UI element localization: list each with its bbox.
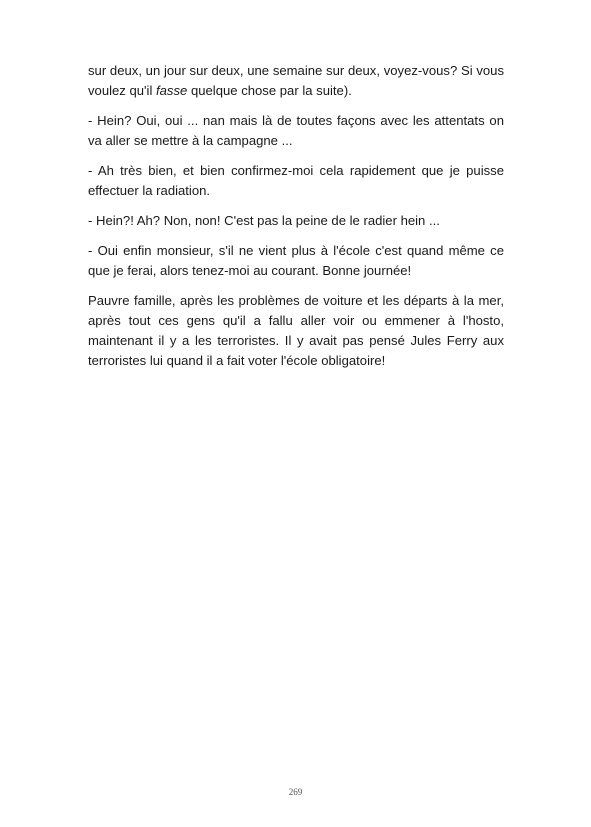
paragraph-2: - Hein? Oui, oui ... nan mais là de toutes façons avec les attentats on va aller se mettre à la campagne ... [88, 113, 504, 148]
body-text [88, 61, 504, 381]
paragraph-1-end: quelque chose par la suite). [187, 83, 352, 98]
paragraph-4: - Hein?! Ah? Non, non! C'est pas la peine de le radier hein ... [88, 213, 440, 228]
paragraph-3: - Ah très bien, et bien confirmez-moi cela rapidement que je puisse effectuer la radiation. [88, 163, 504, 198]
emphasized-word: fasse [156, 83, 188, 98]
paragraph-1-start: sur deux, un jour sur deux, une semaine sur deux, voyez-vous? Si vous voulez qu'il [88, 63, 504, 98]
paragraph-5: - Oui enfin monsieur, s'il ne vient plus à l'école c'est quand même ce que je ferai, alors tenez-moi au courant. Bonne journée! [88, 243, 504, 278]
paragraph-1 [88, 61, 504, 101]
page-number: 269 [288, 787, 303, 797]
paragraph-6: Pauvre famille, après les problèmes de voiture et les départs à la mer, après tout ces gens qu'il a fallu aller voir ou emmener à l'hosto, maintenant il y a les terroristes. Il y avait pas pensé Jules Ferry aux terroristes lui quand il a fait voter l'école obligatoire! [88, 293, 504, 368]
